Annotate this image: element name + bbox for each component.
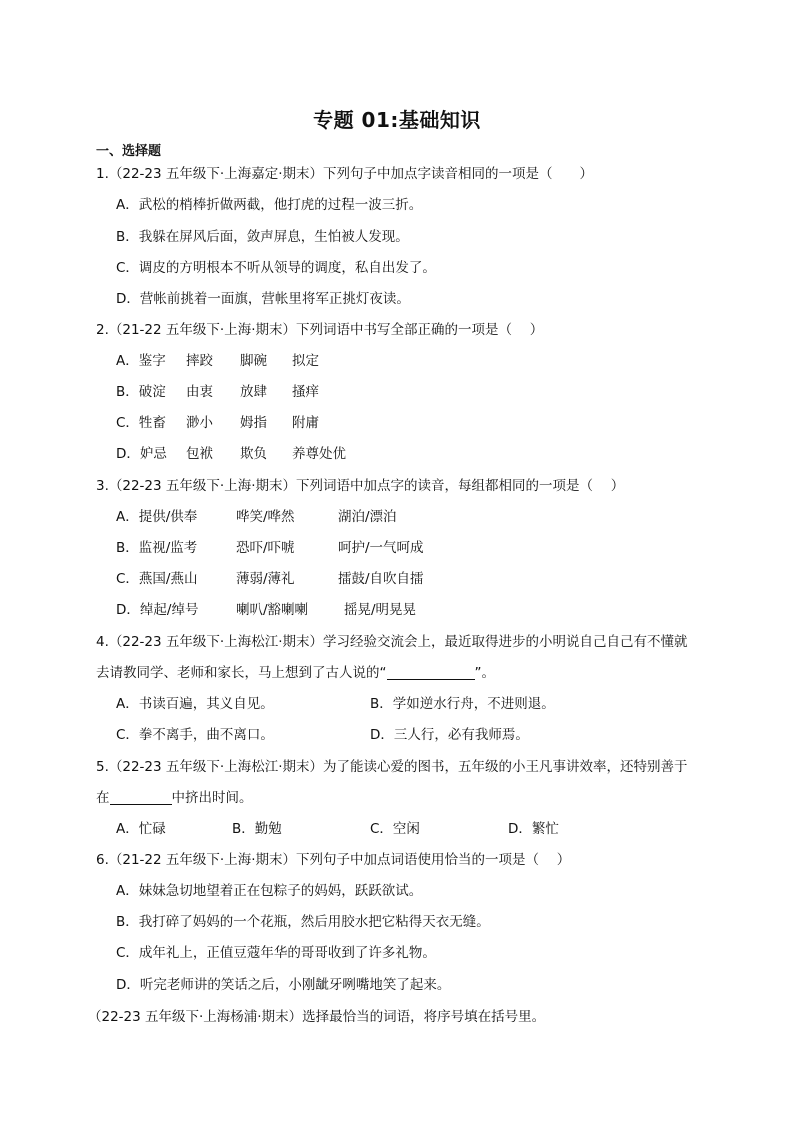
- answer-blank[interactable]: [387, 665, 475, 680]
- word: 搔痒: [292, 384, 319, 400]
- word-pair: 擂鼓/自吹自擂: [338, 571, 424, 587]
- section-heading: 一、选择题: [96, 144, 162, 159]
- question-6-option-b: B．我打碎了妈妈的一个花瓶，然后用胶水把它粘得天衣无缝。: [116, 914, 490, 930]
- question-1-option-a: A．武松的梢棒折做两截，他打虎的过程一波三折。: [116, 197, 423, 213]
- question-6-stem: 6.（21-22 五年级下·上海·期末）下列句子中加点词语使用恰当的一项是（ ）: [96, 852, 571, 868]
- answer-blank[interactable]: [110, 790, 172, 805]
- word: 由衷: [186, 384, 213, 400]
- word-pair: 摇晃/明晃晃: [344, 602, 417, 618]
- question-1-option-d: D．营帐前挑着一面旗，营帐里将军正挑灯夜读。: [116, 291, 410, 307]
- stem-text: 中挤出时间。: [171, 790, 253, 806]
- word: 欺负: [240, 446, 267, 462]
- word: 包袱: [186, 446, 213, 462]
- word-pair: 恐吓/吓唬: [236, 540, 295, 556]
- word-pair: D．绰起/绰号: [116, 602, 199, 618]
- word: 放肆: [240, 384, 267, 400]
- question-7-stem: （22-23 五年级下·上海杨浦·期末）选择最恰当的词语，将序号填在括号里。: [88, 1009, 546, 1025]
- word-pair: 喇叭/豁喇喇: [236, 602, 309, 618]
- question-4-option-d: D．三人行，必有我师焉。: [370, 727, 529, 743]
- word: 渺小: [186, 415, 213, 431]
- word: C．牲畜: [116, 415, 166, 431]
- question-4-stem-line-2: [96, 663, 495, 683]
- question-1-option-b: B．我躲在屏风后面，敛声屏息，生怕被人发现。: [116, 229, 409, 245]
- word: D．妒忌: [116, 446, 167, 462]
- question-3-stem: 3.（22-23 五年级下·上海·期末）下列词语中加点字的读音，每组都相同的一项是（ ）: [96, 478, 625, 494]
- word-pair: A．提供/供奉: [116, 509, 198, 525]
- question-6-option-c: C．成年礼上，正值豆蔻年华的哥哥收到了许多礼物。: [116, 945, 436, 961]
- page-title: 专题 01:基础知识: [313, 108, 481, 132]
- question-5-option-c: C．空闲: [370, 821, 420, 837]
- question-5-stem-line-2: [96, 788, 253, 808]
- question-5-stem-line-1: 5.（22-23 五年级下·上海松江·期末）为了能读心爱的图书，五年级的小王凡事讲效率，还特别善于: [96, 759, 688, 775]
- question-6-option-d: D．听完老师讲的笑话之后，小刚龇牙咧嘴地笑了起来。: [116, 977, 451, 993]
- question-5-option-b: B．勤勉: [232, 821, 282, 837]
- word: A．鉴字: [116, 353, 166, 369]
- question-1-stem: 1.（22-23 五年级下·上海嘉定·期末）下列句子中加点字读音相同的一项是（ ）: [96, 166, 593, 182]
- word: 拟定: [292, 353, 319, 369]
- stem-text: ”。: [474, 665, 495, 681]
- word-pair: 薄弱/薄礼: [236, 571, 295, 587]
- stem-text: 去请教同学、老师和家长，马上想到了古人说的“: [96, 665, 387, 681]
- word: B．破淀: [116, 384, 166, 400]
- question-4-stem-line-1: 4.（22-23 五年级下·上海松江·期末）学习经验交流会上，最近取得进步的小明说自己自己有不懂就: [96, 634, 688, 650]
- word-pair: C．燕国/燕山: [116, 571, 198, 587]
- word-pair: B．监视/监考: [116, 540, 198, 556]
- question-1-option-c: C．调皮的方明根本不听从领导的调度，私自出发了。: [116, 260, 436, 276]
- question-4-option-c: C．拳不离手，曲不离口。: [116, 727, 274, 743]
- question-5-option-d: D．繁忙: [508, 821, 559, 837]
- word: 附庸: [292, 415, 319, 431]
- word: 姆指: [240, 415, 267, 431]
- word: 养尊处优: [292, 446, 346, 462]
- question-2-stem: 2.（21-22 五年级下·上海·期末）下列词语中书写全部正确的一项是（ ）: [96, 322, 544, 338]
- word-pair: 哗笑/哗然: [236, 509, 295, 525]
- stem-text: 在: [96, 790, 110, 806]
- question-4-option-b: B．学如逆水行舟，不进则退。: [370, 696, 555, 712]
- word-pair: 湖泊/漂泊: [338, 509, 397, 525]
- word-pair: 呵护/一气呵成: [338, 540, 424, 556]
- question-6-option-a: A．妹妹急切地望着正在包粽子的妈妈，跃跃欲试。: [116, 883, 423, 899]
- word: 摔跤: [186, 353, 213, 369]
- question-4-option-a: A．书读百遍，其义自见。: [116, 696, 274, 712]
- word: 脚碗: [240, 353, 267, 369]
- question-5-option-a: A．忙碌: [116, 821, 166, 837]
